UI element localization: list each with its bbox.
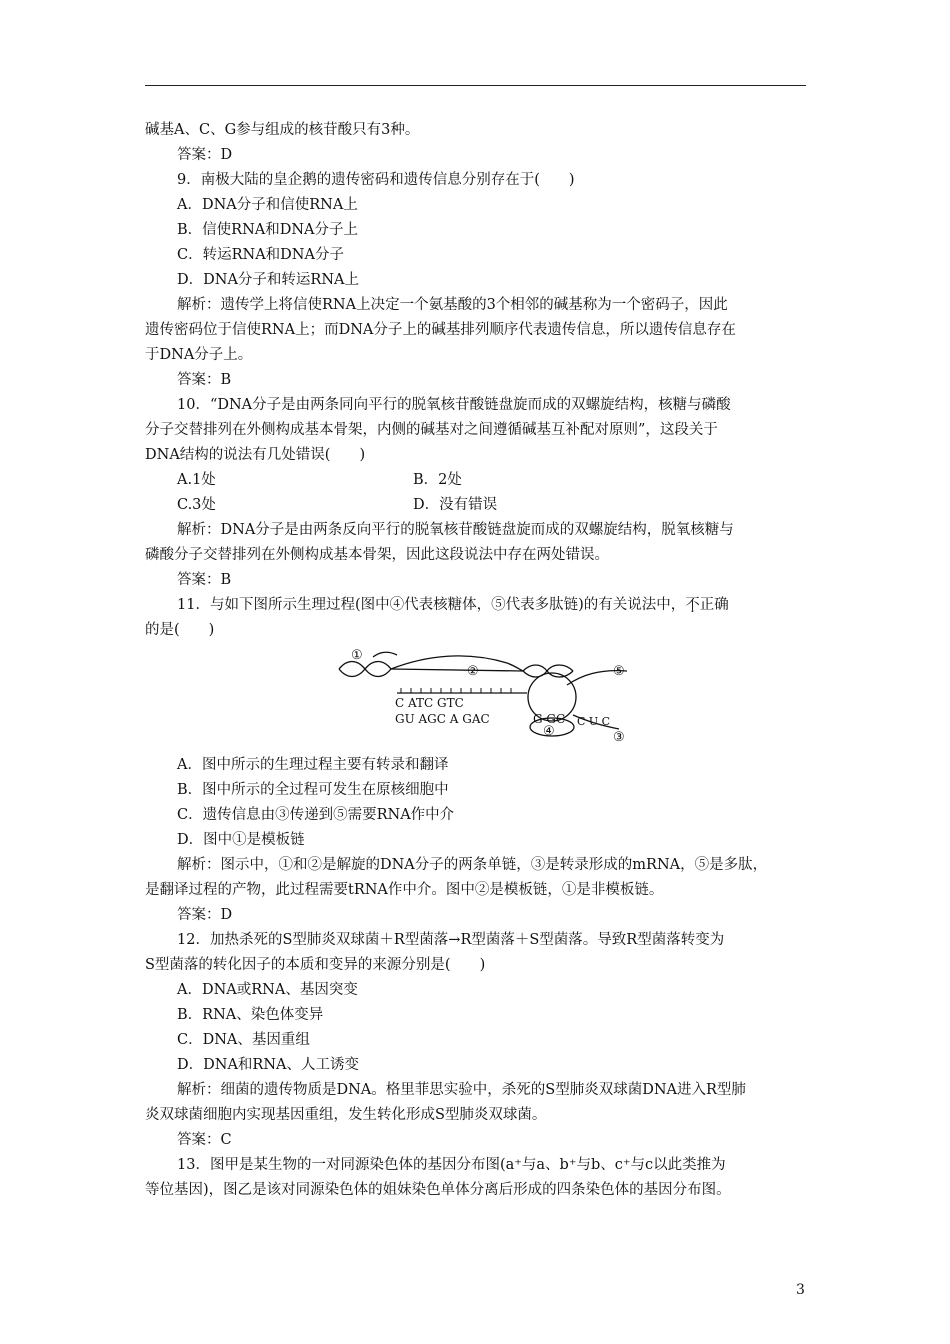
option-c: C．转运RNA和DNA分子 xyxy=(177,247,344,263)
label-4: ④ xyxy=(543,724,555,739)
option-b: B．2处 xyxy=(413,472,462,488)
explanation-line: 解析：细菌的遗传物质是DNA。格里菲思实验中，杀死的S型肺炎双球菌DNA进入R型肺 xyxy=(177,1082,746,1098)
explanation-line: 炎双球菌细胞内实现基因重组，发生转化形成S型肺炎双球菌。 xyxy=(145,1107,547,1123)
emphasis-char: 不 xyxy=(685,597,700,613)
text-line: 碱基A、C、G参与组成的核苷酸只有3种。 xyxy=(145,122,420,138)
question-10-cont: DNA结构的说法有几处错误( ) xyxy=(145,447,366,463)
label1-leader xyxy=(373,652,397,657)
option-c: C．遗传信息由③传递到⑤需要RNA作中介 xyxy=(177,807,455,823)
helix-right-a xyxy=(523,665,573,677)
explanation-line: 于DNA分子上。 xyxy=(145,347,253,363)
strand-2 xyxy=(391,669,523,671)
option-c: C．DNA、基因重组 xyxy=(177,1032,310,1048)
page-body xyxy=(145,118,817,1203)
explanation-line: 解析：DNA分子是由两条反向平行的脱氧核苷酸链盘旋而成的双螺旋结构，脱氧核糖与 xyxy=(177,522,734,538)
mrna-tail-bases: C U C xyxy=(577,715,611,728)
header-rule xyxy=(145,85,806,86)
answer-line: 答案：C xyxy=(177,1132,232,1148)
option-b: B．图中所示的全过程可发生在原核细胞中 xyxy=(177,782,449,798)
explanation-line: 是翻译过程的产物，此过程需要tRNA作中介。图中②是模板链，①是非模板链。 xyxy=(145,882,664,898)
option-c: C.3处 xyxy=(177,497,216,513)
helix-right-b xyxy=(523,665,573,677)
question-11-cont: 的是( ) xyxy=(145,622,215,638)
top-strand-bases: C ATC GTC xyxy=(395,696,464,710)
options-row xyxy=(145,493,817,518)
question-12-cont: S型菌落的转化因子的本质和变异的来源分别是( ) xyxy=(145,957,486,973)
explanation-line: 遗传密码位于信使RNA上；而DNA分子上的碱基排列顺序代表遗传信息，所以遗传信息存在 xyxy=(145,322,736,338)
answer-line: 答案：B xyxy=(177,572,232,588)
transcription-translation-figure xyxy=(145,643,817,753)
option-d: D．图中①是模板链 xyxy=(177,832,305,848)
option-b: B．信使RNA和DNA分子上 xyxy=(177,222,359,238)
label-1: ① xyxy=(351,648,363,663)
question-11 xyxy=(145,593,817,618)
helix-left-b xyxy=(339,662,391,677)
question-11-text: 11．与如下图所示生理过程(图中④代表核糖体，⑤代表多肽链)的有关说法中， xyxy=(177,597,686,613)
option-a: A．DNA分子和信使RNA上 xyxy=(177,197,358,213)
label-3: ③ xyxy=(613,730,625,745)
explanation-line: 解析：图示中，①和②是解旋的DNA分子的两条单链，③是转录形成的mRNA，⑤是多肽， xyxy=(177,857,768,873)
answer-line: 答案：B xyxy=(177,372,232,388)
option-d: D．DNA分子和转运RNA上 xyxy=(177,272,359,288)
option-a: A.1处 xyxy=(177,472,216,488)
question-9: 9．南极大陆的皇企鹅的遗传密码和遗传信息分别存在于( ) xyxy=(177,172,575,188)
base-ticks xyxy=(401,688,511,693)
option-a: A．DNA或RNA、基因突变 xyxy=(177,982,358,998)
question-10-cont: 分子交替排列在外侧构成基本骨架，内侧的碱基对之间遵循碱基互补配对原则”，这段关于 xyxy=(145,422,718,438)
question-10: 10．“DNA分子是由两条同向平行的脱氧核苷酸链盘旋而成的双螺旋结构，核糖与磷酸 xyxy=(177,397,731,413)
ribosome-bases: G GC xyxy=(533,712,566,726)
label-2: ② xyxy=(467,664,479,679)
question-13: 13．图甲是某生物的一对同源染色体的基因分布图(a⁺与a、b⁺与b、c⁺与c以此类推为 xyxy=(177,1157,726,1173)
answer-line: 答案：D xyxy=(177,907,233,923)
explanation-line: 磷酸分子交替排列在外侧构成基本骨架，因此这段说法中存在两处错误。 xyxy=(145,547,609,563)
option-d: D．没有错误 xyxy=(413,497,498,513)
question-12: 12．加热杀死的S型肺炎双球菌＋R型菌落→R型菌落＋S型菌落。导致R型菌落转变为 xyxy=(177,932,725,948)
explanation-line: 解析：遗传学上将信使RNA上决定一个氨基酸的3个相邻的碱基称为一个密码子，因此 xyxy=(177,297,728,313)
option-b: B．RNA、染色体变异 xyxy=(177,1007,324,1023)
question-11-text-end: 正确 xyxy=(699,597,729,613)
label-5: ⑤ xyxy=(613,664,625,679)
bottom-strand-bases: GU AGC A GAC xyxy=(395,712,490,726)
page-number: 3 xyxy=(796,1282,805,1298)
options-row xyxy=(145,468,817,493)
dna-figure-svg xyxy=(337,645,627,749)
answer-line: 答案：D xyxy=(177,147,233,163)
option-d: D．DNA和RNA、人工诱变 xyxy=(177,1057,359,1073)
question-13-cont: 等位基因)，图乙是该对同源染色体的姐妹染色单体分离后形成的四条染色体的基因分布图。 xyxy=(145,1182,731,1198)
option-a: A．图中所示的生理过程主要有转录和翻译 xyxy=(177,757,449,773)
